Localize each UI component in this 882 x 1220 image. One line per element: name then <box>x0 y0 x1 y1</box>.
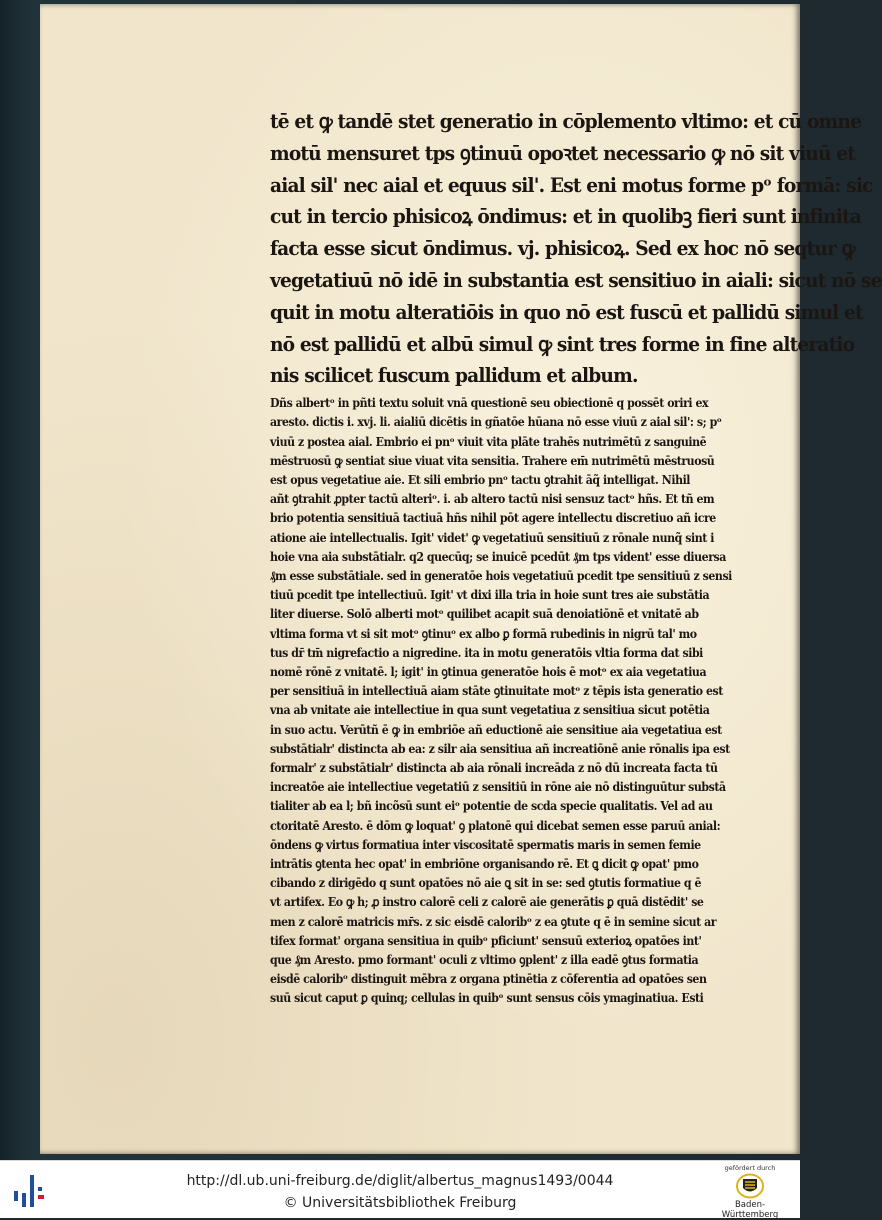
commentary-text-large <box>270 106 882 392</box>
text-line: tialiter ab ea l; bñ incõsū sunt eiᵒ potentie de scda specie qualitatis. Vel ad au <box>270 799 713 814</box>
text-line: increatōe aie intellectiue vegetatiū z sensitiū in rōne aie nō distinguūtur substā <box>270 780 726 795</box>
text-line: liter diuerse. Solō alberti motᵒ quilibet acapit suā denoiatiōnē et vnitatē ab <box>270 607 699 622</box>
text-line: facta esse sicut ōndimus. vj. phisicoꝝ. Sed ex hoc nō seqtur ꝙ <box>270 236 855 261</box>
text-line: ₰m esse substātiale. sed in generatōe hois vegetatiuū pcedit tpe sensitiuū z sensi <box>270 569 732 583</box>
text-line: in suo actu. Verūtñ ē ꝙ in embriōe añ eductionē aie sensitiue aia vegetatiua est <box>270 722 722 737</box>
text-line: quit in motu alteratiōis in quo nō est fuscū et pallidū simul et <box>270 299 863 324</box>
text-line: viuū z postea aial. Embrio ei pnᵒ viuit vita plāte trahēs nutrimētū z sanguinē <box>270 434 707 449</box>
text-line: hoie vna aia substātialr. q2 quecūq; se inuicē pcedūt ₰m tps vident' esse diuersa <box>270 549 726 564</box>
text-line: eisdē caloribᵒ distinguit mēbra z organa ptinētia z cōferentia ad opatōes sen <box>270 972 707 987</box>
text-line: cut in tercio phisicoꝝ ōndimus: et in quolibꝫ fieri sunt infinita <box>270 204 861 229</box>
text-line: mēstruosū ꝙ sentiat siue viuat vita sensitia. Trahere em̄ nutrimētū mēstruosū <box>270 453 715 468</box>
page-text <box>270 106 882 1009</box>
text-line: tifex format' organa sensitiua in quibᵒ pficiunt' sensuū exterioꝝ opatōes int' <box>270 933 702 948</box>
text-line: substātialr' distincta ab ea: z silr aia sensitiua añ increatiōnē anie rōnalis ipa est <box>270 741 730 756</box>
text-line: atione aie intellectualis. Igit' videt' ꝙ vegetatiuū sensitiuū z rōnale nunq̃ sint i <box>270 530 714 545</box>
text-line: que ₰m Aresto. pmo formant' oculi z vltimo ꝯplent' z illa eadē ꝯtus formatia <box>270 953 699 968</box>
text-line: añt ꝯtrahit ꝓpter tactū alteriᵒ. i. ab altero tactū nisi sensuz tactᵒ hñs. Et tñ em <box>270 492 715 507</box>
sponsor-name: Baden-Württemberg <box>721 1200 779 1220</box>
sponsor-label: gefördert durch <box>724 1164 776 1172</box>
text-line: vegetatiuū nō idē in substantia est sensitiuo in aiali: sicut nō se <box>270 267 882 292</box>
sponsor-block <box>710 1164 790 1220</box>
text-line: per sensitiuā in intellectiuā aiam stāte ꝯtinuitate motᵒ z tēpis ista generatio est <box>270 684 723 699</box>
text-line: intrātis ꝯtenta hec opat' in embriōne organisando rē. Et ꝗ dicit ꝙ opat' pmo <box>270 857 699 872</box>
text-line: suū sicut caput ꝑ quinq; cellulas in quibᵒ sunt sensus cōis ymaginatiua. Esti <box>270 991 704 1006</box>
text-line: nis scilicet fuscum pallidum et album. <box>270 363 638 388</box>
text-line: nō est pallidū et albū simul ꝙ sint tres forme in fine alteratio <box>270 331 855 356</box>
text-line: men z calorē matricis mr̄s. z sic eisdē caloribᵒ z ea ꝯtute q ē in semine sicut ar <box>270 914 717 929</box>
text-line: aial sil' nec aial et equus sil'. Est eni motus forme pᵒ formā: sic <box>270 172 873 197</box>
text-line: cibando z dirigēdo q sunt opatōes nō aie ꝗ sit in se: sed ꝯtutis formatiue q ē <box>270 876 702 891</box>
text-line: brio potentia sensitiuā tactiuā hñs nihil pōt agere intellectu discretiuo añ icre <box>270 511 716 526</box>
book-page <box>40 4 882 1154</box>
text-line: motū mensuret tps ꝯtinuū opoꝛtet necessario ꝙ nō sit viuū et <box>270 140 856 165</box>
commentary-text-small <box>270 394 810 1009</box>
text-line: tē et ꝙ tandē stet generatio in cōplemento vltimo: et cū omne <box>270 109 862 133</box>
text-line: Dñs albertᵒ in pñti textu soluit vnā questionē seu obiectionē q possēt oriri ex <box>270 396 709 411</box>
text-line: vltima forma vt si sit motᵒ ꝯtinuᵒ ex albo ꝑ formā rubedinis in nigrū tal' mo <box>270 626 697 641</box>
text-line: vna ab vnitate aie intellectiue in qua sunt vegetatiua z sensitiua sicut potētia <box>270 703 710 718</box>
text-line: ōndens ꝙ virtus formatiua inter viscositatē spermatis maris in semen femie <box>270 837 701 852</box>
copyright-notice: © Universitätsbibliothek Freiburg <box>283 1195 517 1211</box>
baden-wuerttemberg-crest-icon <box>735 1173 765 1199</box>
text-line: tiuū pcedit tpe intellectiuū. Igit' vt dixi illa tria in hoie sunt tres aie substātia <box>270 588 710 603</box>
text-line: est opus vegetatiue aie. Et sili embrio pnᵒ tactu ꝯtrahit āq̃ intelligat. Nihil <box>270 472 691 487</box>
text-line: formalr' z substātialr' distincta ab aia rōnali increāda z nō dū increata facta tū <box>270 761 718 776</box>
text-line: vt artifex. Eo ꝙ h; ꝓ instro calorē celi z calorē aie generātis ꝑ quā distēdit' se <box>270 895 704 910</box>
text-line: nomē rōnē z vnitatē. l; igit' in ꝯtinua generatōe hois ē motᵒ ex aia vegetatiua <box>270 665 707 680</box>
text-line: tus dr̄ tm̄ nigrefactio a nigredine. ita in motu generatōis vltia forma dat sibi <box>270 645 703 660</box>
viewer-footer <box>0 1160 800 1218</box>
text-line: ctoritatē Aresto. ē dōm ꝙ loquat' ꝯ platonē qui dicebat semen esse paruū anial: <box>270 818 721 833</box>
text-line: aresto. dictis i. xvj. li. aialiū dicētis in gñatōe hūana nō esse viuū z aial sil': s; pᵒ <box>270 415 722 430</box>
document-url[interactable]: http://dl.ub.uni-freiburg.de/diglit/albertus_magnus1493/0044 <box>186 1173 614 1189</box>
